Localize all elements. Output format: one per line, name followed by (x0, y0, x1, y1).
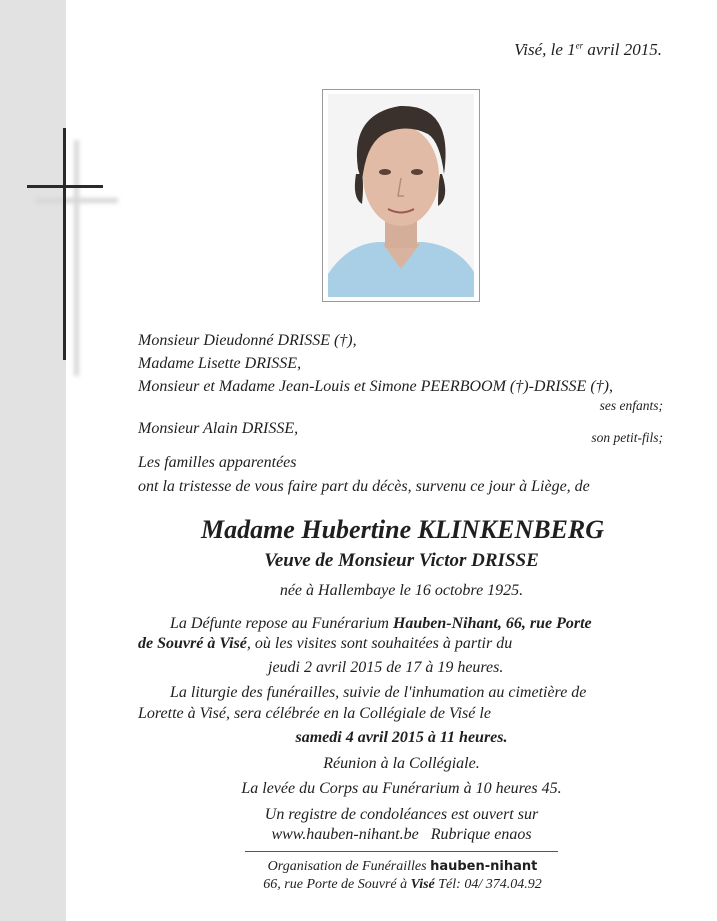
widow-line: Veuve de Monsieur Victor DRISSE (264, 550, 539, 571)
family-line-4: Monsieur Alain DRISSE, (138, 420, 299, 437)
brand-logo: hauben-nihant (430, 859, 538, 874)
family-line-1: Monsieur Dieudonné DRISSE (†), (138, 332, 357, 349)
family-line-2: Madame Lisette DRISSE, (138, 355, 302, 372)
reunion-line: Réunion à la Collégiale. (323, 755, 480, 772)
cross-shadow-vertical (74, 140, 79, 376)
body-line-4: Lorette à Visé, sera célébrée en la Collégiale de Visé le (138, 705, 491, 722)
body-line-1: La Défunte repose au Funérarium Hauben-Nihant, 66, rue Porte (170, 615, 592, 632)
visits-line: jeudi 2 avril 2015 de 17 à 19 heures. (268, 659, 504, 676)
cross-icon (63, 128, 66, 360)
registry-line-2: www.hauben-nihant.be Rubrique enaos (271, 826, 532, 843)
birth-line: née à Hallembaye le 16 octobre 1925. (279, 582, 524, 599)
footer-divider (245, 851, 558, 852)
deceased-name: Madame Hubertine KLINKENBERG (200, 515, 605, 544)
cross-shadow-horizontal (36, 198, 118, 203)
left-sidebar (0, 0, 66, 921)
family-line-5: Les familles apparentées (138, 454, 297, 471)
address-line: 66, rue Porte de Souvré à Visé Tél: 04/ 374.04.92 (263, 877, 542, 892)
role-children: ses enfants; (599, 398, 663, 413)
cross-icon-bar (27, 185, 103, 188)
levee-line: La levée du Corps au Funérarium à 10 heures 45. (241, 780, 562, 797)
body-line-2: de Souvré à Visé, où les visites sont souhaitées à partir du (138, 635, 513, 652)
body-line-3: La liturgie des funérailles, suivie de l'inhumation au cimetière de (170, 684, 587, 701)
role-grandson: son petit-fils; (591, 430, 663, 445)
family-line-6: ont la tristesse de vous faire part du décès, survenu ce jour à Liège, de (138, 478, 590, 495)
ceremony-date: samedi 4 avril 2015 à 11 heures. (295, 729, 508, 746)
registry-line-1: Un registre de condoléances est ouvert sur (264, 806, 539, 823)
family-line-3: Monsieur et Madame Jean-Louis et Simone PEERBOOM (†)-DRISSE (†), (138, 378, 613, 395)
registry-url[interactable]: www.hauben-nihant.be (271, 826, 419, 843)
date-line: Visé, le 1er avril 2015. (514, 40, 662, 59)
portrait-image (328, 94, 474, 297)
portrait-photo (322, 89, 480, 302)
organizer-line: Organisation de Funérailles hauben-nihant (267, 859, 538, 874)
